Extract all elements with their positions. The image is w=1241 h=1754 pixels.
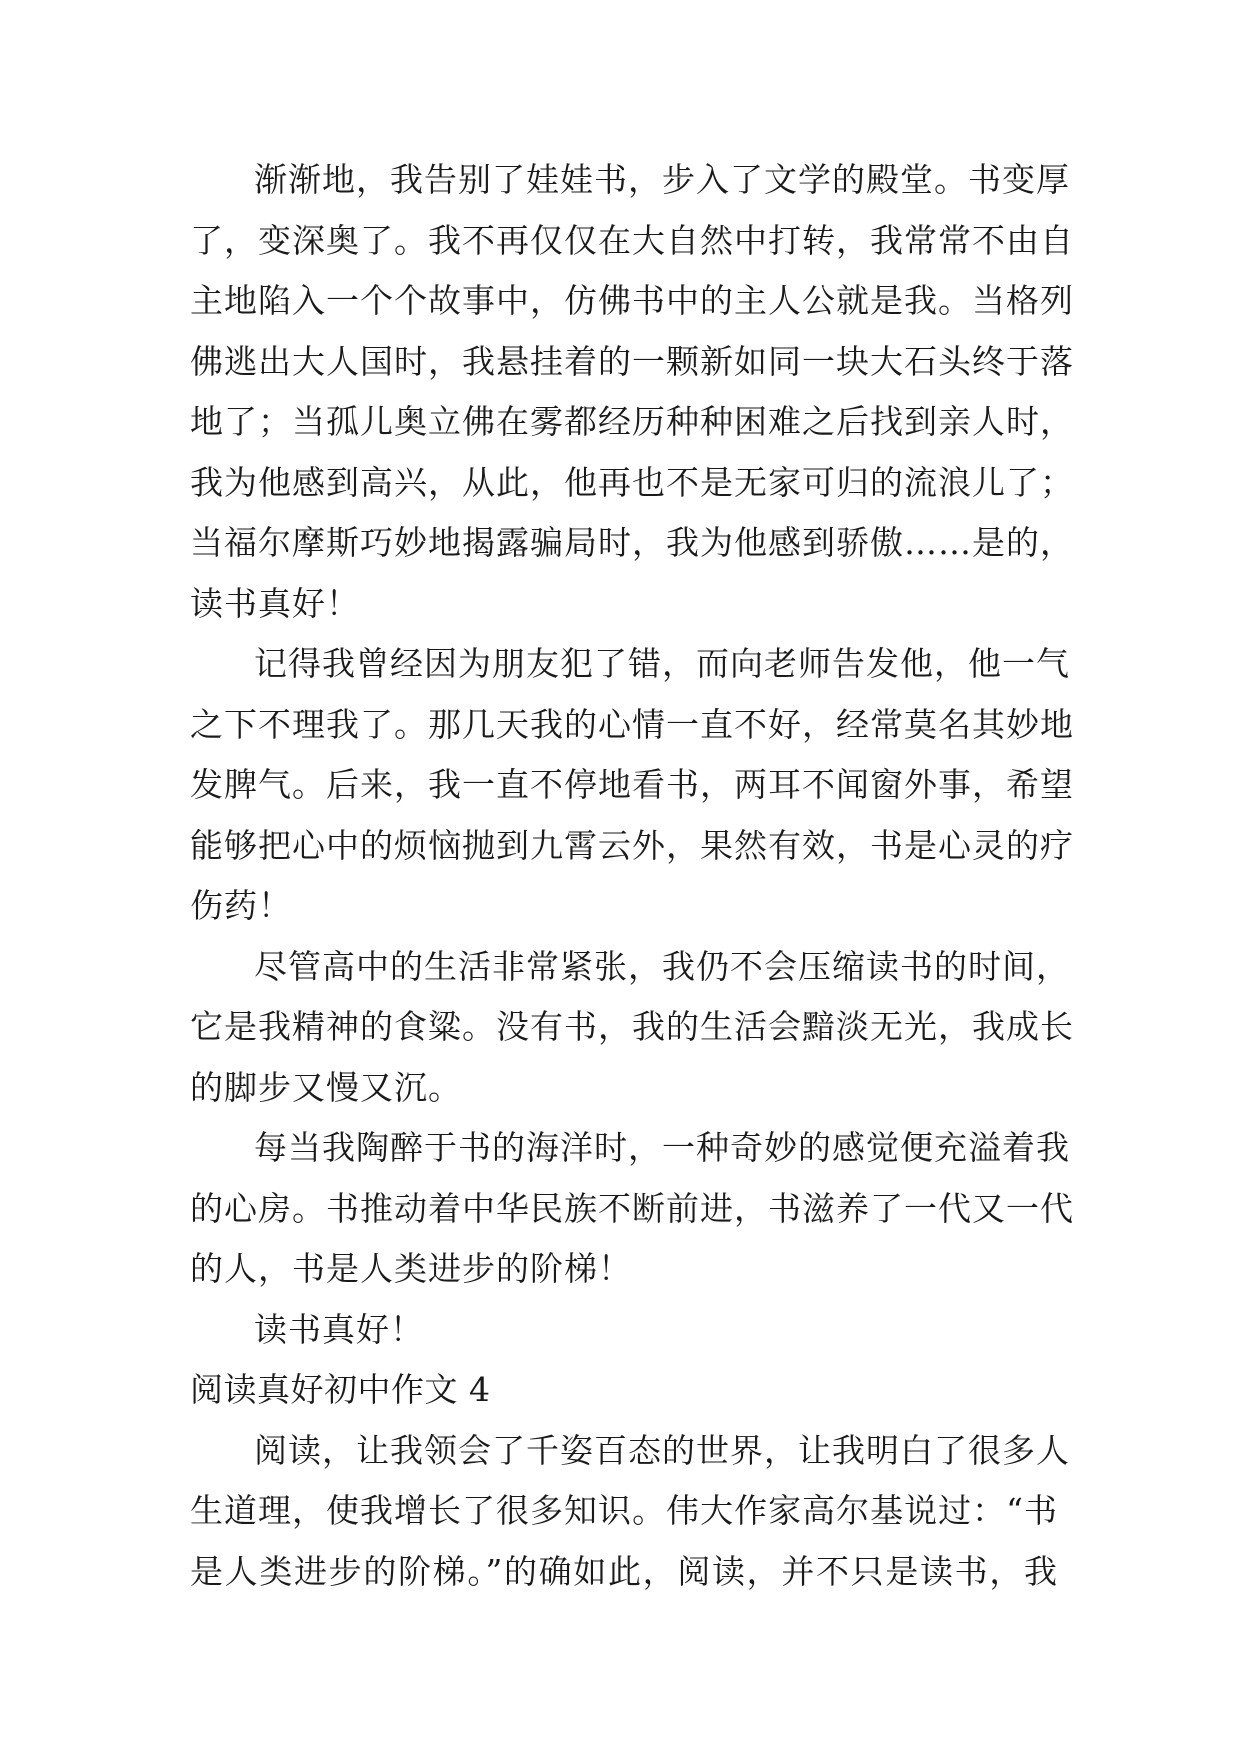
paragraph-line: 佛逃出大人国时，我悬挂着的一颗新如同一块大石头终于落: [190, 341, 1074, 381]
paragraph-line: 的心房。书推动着中华民族不断前进，书滋养了一代又一代: [190, 1188, 1074, 1228]
paragraph-line: 阅读，让我领会了千姿百态的世界，让我明白了很多人: [254, 1430, 1070, 1470]
document-page: [190, 150, 1074, 1602]
paragraph-line: 每当我陶醉于书的海洋时，一种奇妙的感觉便充溢着我: [254, 1128, 1070, 1167]
paragraph-line: 读书真好！: [254, 1309, 424, 1349]
paragraph-line: 生道理，使我增长了很多知识。伟大作家高尔基说过：“书: [190, 1491, 1058, 1530]
paragraph-line: 是人类进步的阶梯。”的确如此，阅读，并不只是读书，我: [190, 1551, 1058, 1591]
paragraph-line: 能够把心中的烦恼抛到九霄云外，果然有效，书是心灵的疗: [190, 825, 1074, 865]
paragraph-line: 发脾气。后来，我一直不停地看书，两耳不闻窗外事，希望: [190, 765, 1074, 804]
paragraph-line: 尽管高中的生活非常紧张，我仍不会压缩读书的时间，: [254, 946, 1070, 986]
paragraph-line: 它是我精神的食粱。没有书，我的生活会黯淡无光，我成长: [190, 1007, 1074, 1046]
paragraph-line: 渐渐地，我告别了娃娃书，步入了文学的殿堂。书变厚: [254, 160, 1070, 199]
paragraph-line: 之下不理我了。那几天我的心情一直不好，经常莫名其妙地: [190, 704, 1074, 744]
paragraph-line: 伤药！: [190, 886, 292, 925]
paragraph-line: 的人，书是人类进步的阶梯！: [190, 1249, 632, 1288]
section-heading: 阅读真好初中作文 4: [190, 1370, 491, 1409]
paragraph-line: 主地陷入一个个故事中，仿佛书中的主人公就是我。当格列: [190, 281, 1074, 320]
paragraph-line: 我为他感到高兴，从此，他再也不是无家可归的流浪儿了；: [190, 462, 1074, 502]
paragraph-line: 读书真好！: [190, 583, 360, 623]
paragraph-line: 了，变深奥了。我不再仅仅在大自然中打转，我常常不由自: [190, 220, 1074, 260]
paragraph-line: 的脚步又慢又沉。: [190, 1067, 462, 1107]
paragraph-line: 当福尔摩斯巧妙地揭露骗局时，我为他感到骄傲……是的，: [190, 523, 1074, 562]
paragraph-line: 记得我曾经因为朋友犯了错，而向老师告发他，他一气: [254, 644, 1070, 683]
paragraph-line: 地了；当孤儿奥立佛在雾都经历种种困难之后找到亲人时，: [190, 402, 1074, 441]
